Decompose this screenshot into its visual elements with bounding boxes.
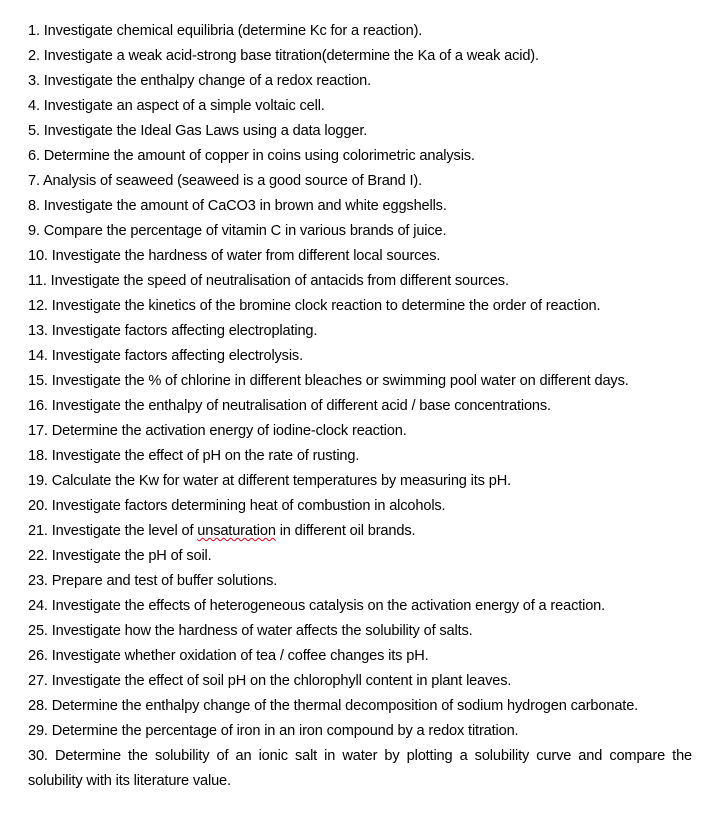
item-text-after: in different oil brands. — [275, 523, 416, 539]
list-item: 10. Investigate the hardness of water from different local sources. — [28, 248, 441, 264]
list-item: 29. Determine the percentage of iron in an iron compound by a redox titration. — [28, 723, 519, 739]
list-item: 19. Calculate the Kw for water at different temperatures by measuring its pH. — [28, 473, 511, 489]
list-item: 25. Investigate how the hardness of water affects the solubility of salts. — [28, 623, 473, 639]
list-item: 2. Investigate a weak acid-strong base titration(determine the Ka of a weak acid). — [28, 48, 539, 64]
document-body — [28, 19, 692, 794]
list-item: 4. Investigate an aspect of a simple voltaic cell. — [28, 98, 325, 114]
list-item: 16. Investigate the enthalpy of neutralisation of different acid / base concentrations. — [28, 398, 551, 414]
item-text-before: 21. Investigate the level of — [28, 523, 198, 539]
list-item: 1. Investigate chemical equilibria (determine Kc for a reaction). — [28, 23, 423, 39]
list-item: 30. Determine the solubility of an ionic salt in water by plotting a solubility curve and compare the solubility with its literature value. — [28, 748, 692, 789]
list-item: 23. Prepare and test of buffer solutions. — [28, 573, 278, 589]
list-item: 18. Investigate the effect of pH on the rate of rusting. — [28, 448, 360, 464]
list-item: 20. Investigate factors determining heat of combustion in alcohols. — [28, 498, 446, 514]
list-item: 8. Investigate the amount of CaCO3 in brown and white eggshells. — [28, 198, 447, 214]
list-item: 26. Investigate whether oxidation of tea / coffee changes its pH. — [28, 648, 429, 664]
list-item: 24. Investigate the effects of heterogeneous catalysis on the activation energy of a reaction. — [28, 598, 606, 614]
list-item: 13. Investigate factors affecting electroplating. — [28, 323, 318, 339]
list-item: 3. Investigate the enthalpy change of a redox reaction. — [28, 73, 372, 89]
list-item: 22. Investigate the pH of soil. — [28, 548, 212, 564]
list-item: 5. Investigate the Ideal Gas Laws using a data logger. — [28, 123, 368, 139]
list-item: 27. Investigate the effect of soil pH on the chlorophyll content in plant leaves. — [28, 673, 512, 689]
list-item: 14. Investigate factors affecting electrolysis. — [28, 348, 303, 364]
list-item: 28. Determine the enthalpy change of the thermal decomposition of sodium hydrogen carbonate. — [28, 698, 639, 714]
list-item: 11. Investigate the speed of neutralisation of antacids from different sources. — [28, 273, 509, 289]
list-item: 9. Compare the percentage of vitamin C in various brands of juice. — [28, 223, 447, 239]
spellcheck-flagged-word[interactable]: unsaturation — [197, 523, 276, 539]
list-item: 7. Analysis of seaweed (seaweed is a good source of Brand I). — [28, 173, 423, 189]
list-item: 17. Determine the activation energy of iodine-clock reaction. — [28, 423, 407, 439]
list-item: 15. Investigate the % of chlorine in different bleaches or swimming pool water on different days. — [28, 373, 629, 389]
list-item: 6. Determine the amount of copper in coins using colorimetric analysis. — [28, 148, 475, 164]
list-item: 12. Investigate the kinetics of the bromine clock reaction to determine the order of reaction. — [28, 298, 601, 314]
list-item — [28, 519, 692, 544]
